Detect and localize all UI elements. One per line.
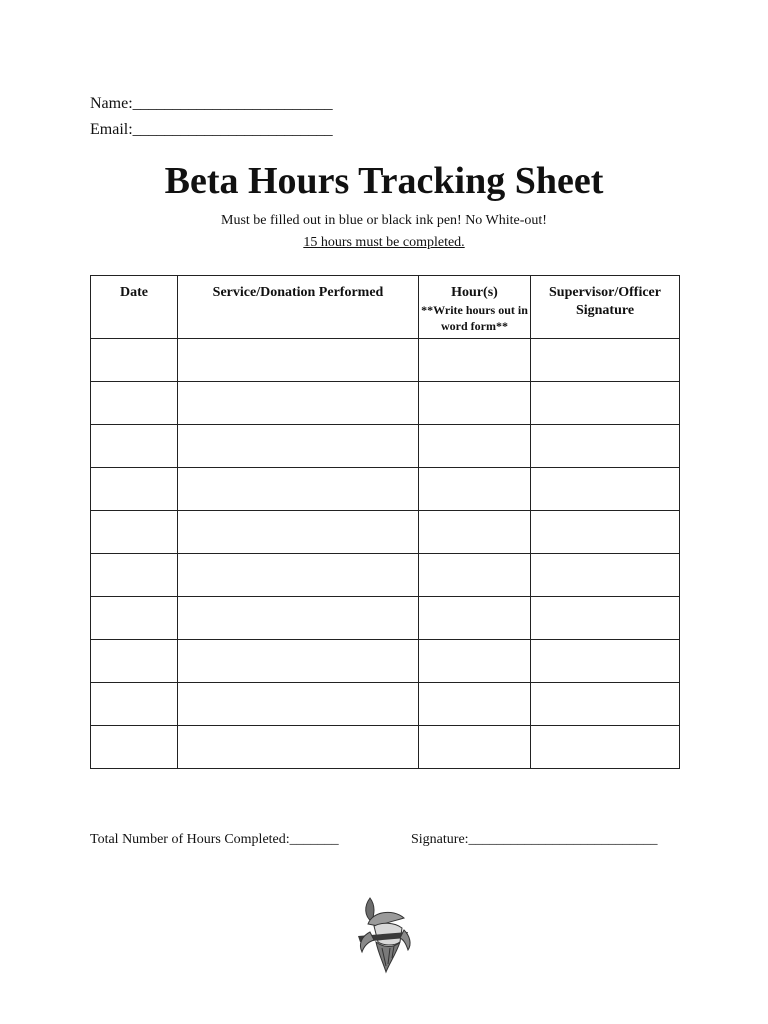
service-cell[interactable] [178, 554, 419, 597]
table-row [91, 640, 680, 683]
date-cell[interactable] [91, 554, 178, 597]
signature-field[interactable]: Signature:___________________________ [411, 832, 658, 847]
hours-cell[interactable] [419, 597, 531, 640]
signature-cell[interactable] [531, 339, 680, 382]
hours-requirement: 15 hours must be completed. [303, 235, 465, 250]
hours-cell[interactable] [419, 339, 531, 382]
date-cell[interactable] [91, 425, 178, 468]
service-cell[interactable] [178, 511, 419, 554]
table-row [91, 597, 680, 640]
table-row [91, 554, 680, 597]
total-hours-field[interactable]: Total Number of Hours Completed:_______ [90, 832, 339, 847]
service-cell[interactable] [178, 640, 419, 683]
signature-cell[interactable] [531, 726, 680, 769]
date-cell[interactable] [91, 683, 178, 726]
signature-cell[interactable] [531, 597, 680, 640]
date-cell[interactable] [91, 339, 178, 382]
date-header: Date [91, 276, 178, 339]
signature-cell[interactable] [531, 554, 680, 597]
ink-instruction: Must be filled out in blue or black ink pen! No White-out! [221, 213, 547, 228]
hours-table [90, 275, 680, 769]
signature-cell[interactable] [531, 640, 680, 683]
table-row [91, 511, 680, 554]
hours-header-label: Hour(s) [451, 285, 498, 300]
service-header: Service/Donation Performed [178, 276, 419, 339]
hours-cell[interactable] [419, 468, 531, 511]
email-field[interactable]: Email:_________________________ [90, 121, 333, 138]
signature-cell[interactable] [531, 382, 680, 425]
date-cell[interactable] [91, 597, 178, 640]
signature-cell[interactable] [531, 683, 680, 726]
viking-head-icon [348, 892, 416, 976]
name-field[interactable]: Name:_________________________ [90, 95, 333, 112]
hours-header [419, 276, 531, 339]
hours-cell[interactable] [419, 726, 531, 769]
signature-cell[interactable] [531, 511, 680, 554]
hours-cell[interactable] [419, 554, 531, 597]
hours-cell[interactable] [419, 425, 531, 468]
date-cell[interactable] [91, 511, 178, 554]
service-cell[interactable] [178, 726, 419, 769]
service-cell[interactable] [178, 425, 419, 468]
table-row [91, 683, 680, 726]
table-body [91, 339, 680, 769]
date-cell[interactable] [91, 640, 178, 683]
signature-cell[interactable] [531, 468, 680, 511]
hours-cell[interactable] [419, 511, 531, 554]
service-cell[interactable] [178, 683, 419, 726]
signature-cell[interactable] [531, 425, 680, 468]
table-row [91, 425, 680, 468]
table-row [91, 339, 680, 382]
table-row [91, 726, 680, 769]
table-row [91, 382, 680, 425]
date-cell[interactable] [91, 382, 178, 425]
hours-header-note: **Write hours out in word form** [421, 303, 528, 333]
hours-cell[interactable] [419, 683, 531, 726]
page-title: Beta Hours Tracking Sheet [164, 160, 604, 202]
service-cell[interactable] [178, 468, 419, 511]
date-cell[interactable] [91, 468, 178, 511]
table-row [91, 468, 680, 511]
hours-cell[interactable] [419, 640, 531, 683]
signature-header: Supervisor/Officer Signature [531, 276, 680, 339]
date-cell[interactable] [91, 726, 178, 769]
hours-cell[interactable] [419, 382, 531, 425]
service-cell[interactable] [178, 382, 419, 425]
table-header-row [91, 276, 680, 339]
service-cell[interactable] [178, 597, 419, 640]
service-cell[interactable] [178, 339, 419, 382]
